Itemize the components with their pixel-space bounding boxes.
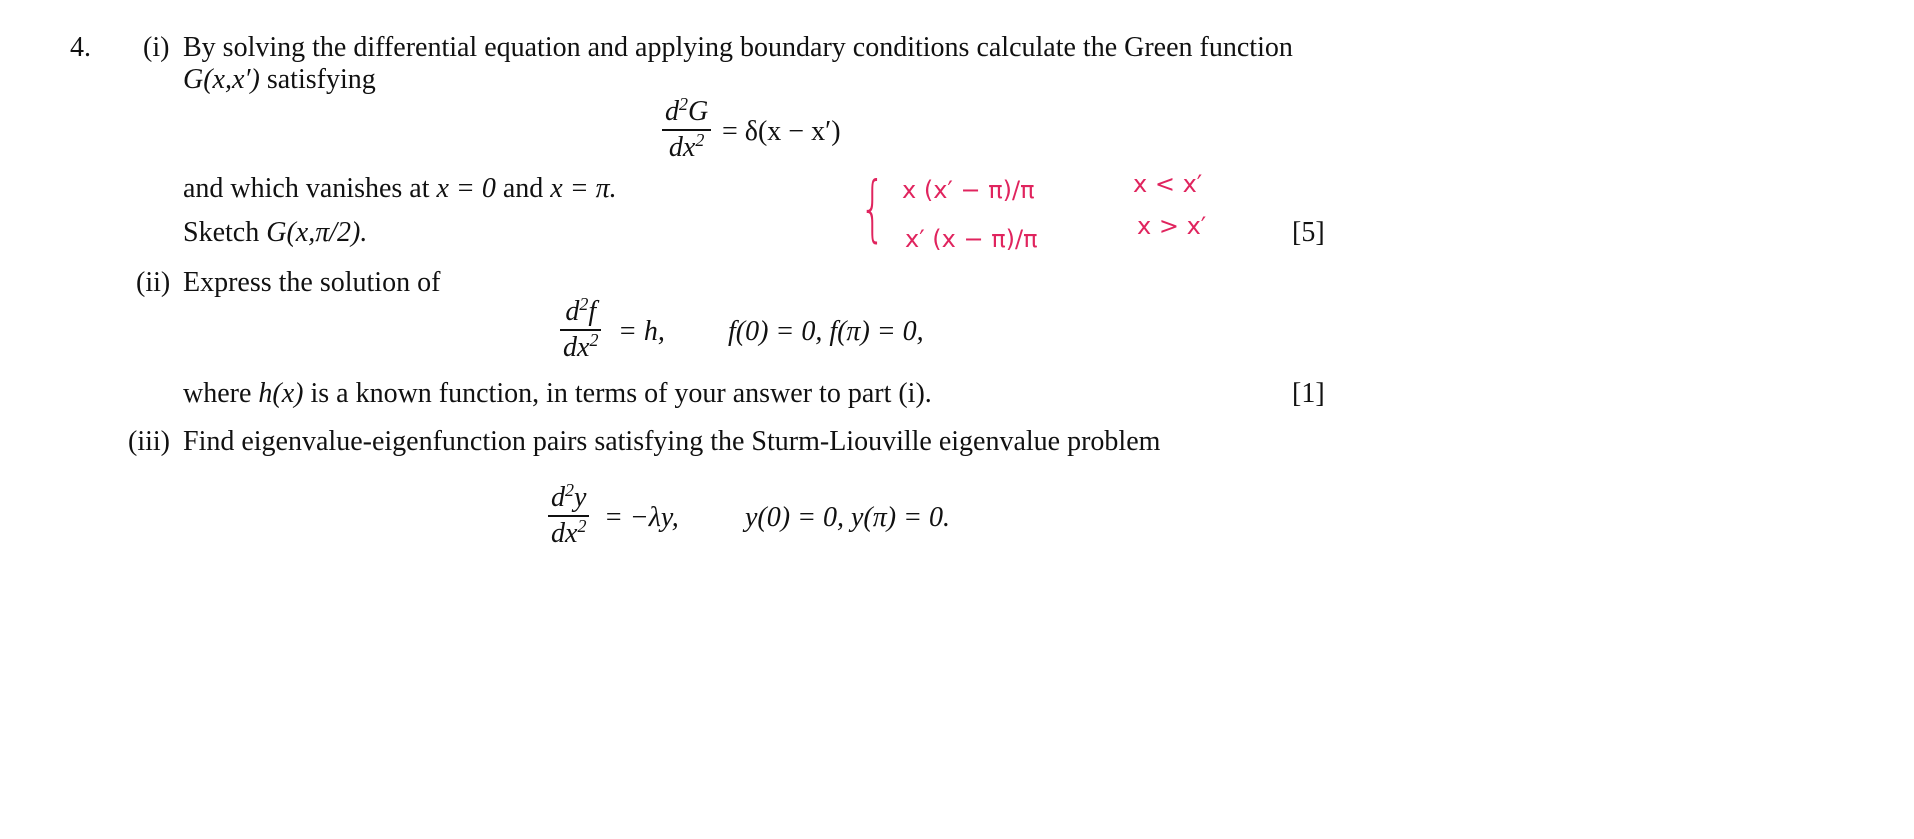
handwritten-case1-condition: x < x′ <box>1133 170 1203 198</box>
part-i-vanish-line: and which vanishes at x = 0 and x = π. <box>183 173 617 204</box>
part-iii-label: (iii) <box>128 426 170 457</box>
part-i-marks: [5] <box>1292 217 1325 248</box>
question-number: 4. <box>70 32 91 63</box>
part-i-line2-rest: satisfying <box>259 64 376 95</box>
handwritten-brace: { <box>860 166 886 250</box>
part-i-fraction-numerator: $d^2G$ <box>665 94 709 127</box>
part-i-line1: By solving the differential equation and applying boundary conditions calculate the Green function <box>183 32 1293 63</box>
part-ii-fraction-denominator: $dx^2$ <box>563 330 599 363</box>
part-i-fraction-denominator: $dx^2$ <box>668 130 705 163</box>
part-iii-boundary-conditions: y(0) = 0, y(π) = 0. <box>745 502 950 533</box>
handwritten-case1-expression: x (x′ − π)/π <box>902 176 1035 204</box>
handwritten-case2-expression: x′ (x − π)/π <box>905 225 1038 253</box>
part-iii-fraction-denominator: $dx^2$ <box>551 516 587 549</box>
part-iii-equation-rhs: = −λy, <box>604 502 679 533</box>
handwritten-case2-condition: x > x′ <box>1137 212 1207 240</box>
part-i-sketch-line: Sketch G(x,π/2). <box>183 217 368 248</box>
part-ii-boundary-conditions: f(0) = 0, f(π) = 0, <box>728 316 924 347</box>
part-ii-fraction-numerator: $d^2f$ <box>565 294 597 327</box>
part-iii-fraction <box>548 480 589 549</box>
part-ii-fraction <box>560 294 601 363</box>
part-ii-where-line: where h(x) is a known function, in terms of your answer to part (i). <box>183 378 932 409</box>
green-function-symbol: G(x,x′) <box>183 64 260 95</box>
part-iii-line1: Find eigenvalue-eigenfunction pairs satisfying the Sturm-Liouville eigenvalue problem <box>183 426 1161 457</box>
part-i-line2 <box>183 66 376 94</box>
part-i-equation-rhs: = δ(x − x′) <box>722 116 841 147</box>
part-ii-marks: [1] <box>1292 378 1325 409</box>
part-ii-line1: Express the solution of <box>183 267 441 298</box>
part-i-fraction <box>662 94 711 163</box>
part-i-label: (i) <box>143 32 170 63</box>
part-ii-equation-rhs: = h, <box>618 316 665 347</box>
part-iii-fraction-numerator: $d^2y$ <box>551 480 587 513</box>
part-ii-label: (ii) <box>136 267 171 298</box>
